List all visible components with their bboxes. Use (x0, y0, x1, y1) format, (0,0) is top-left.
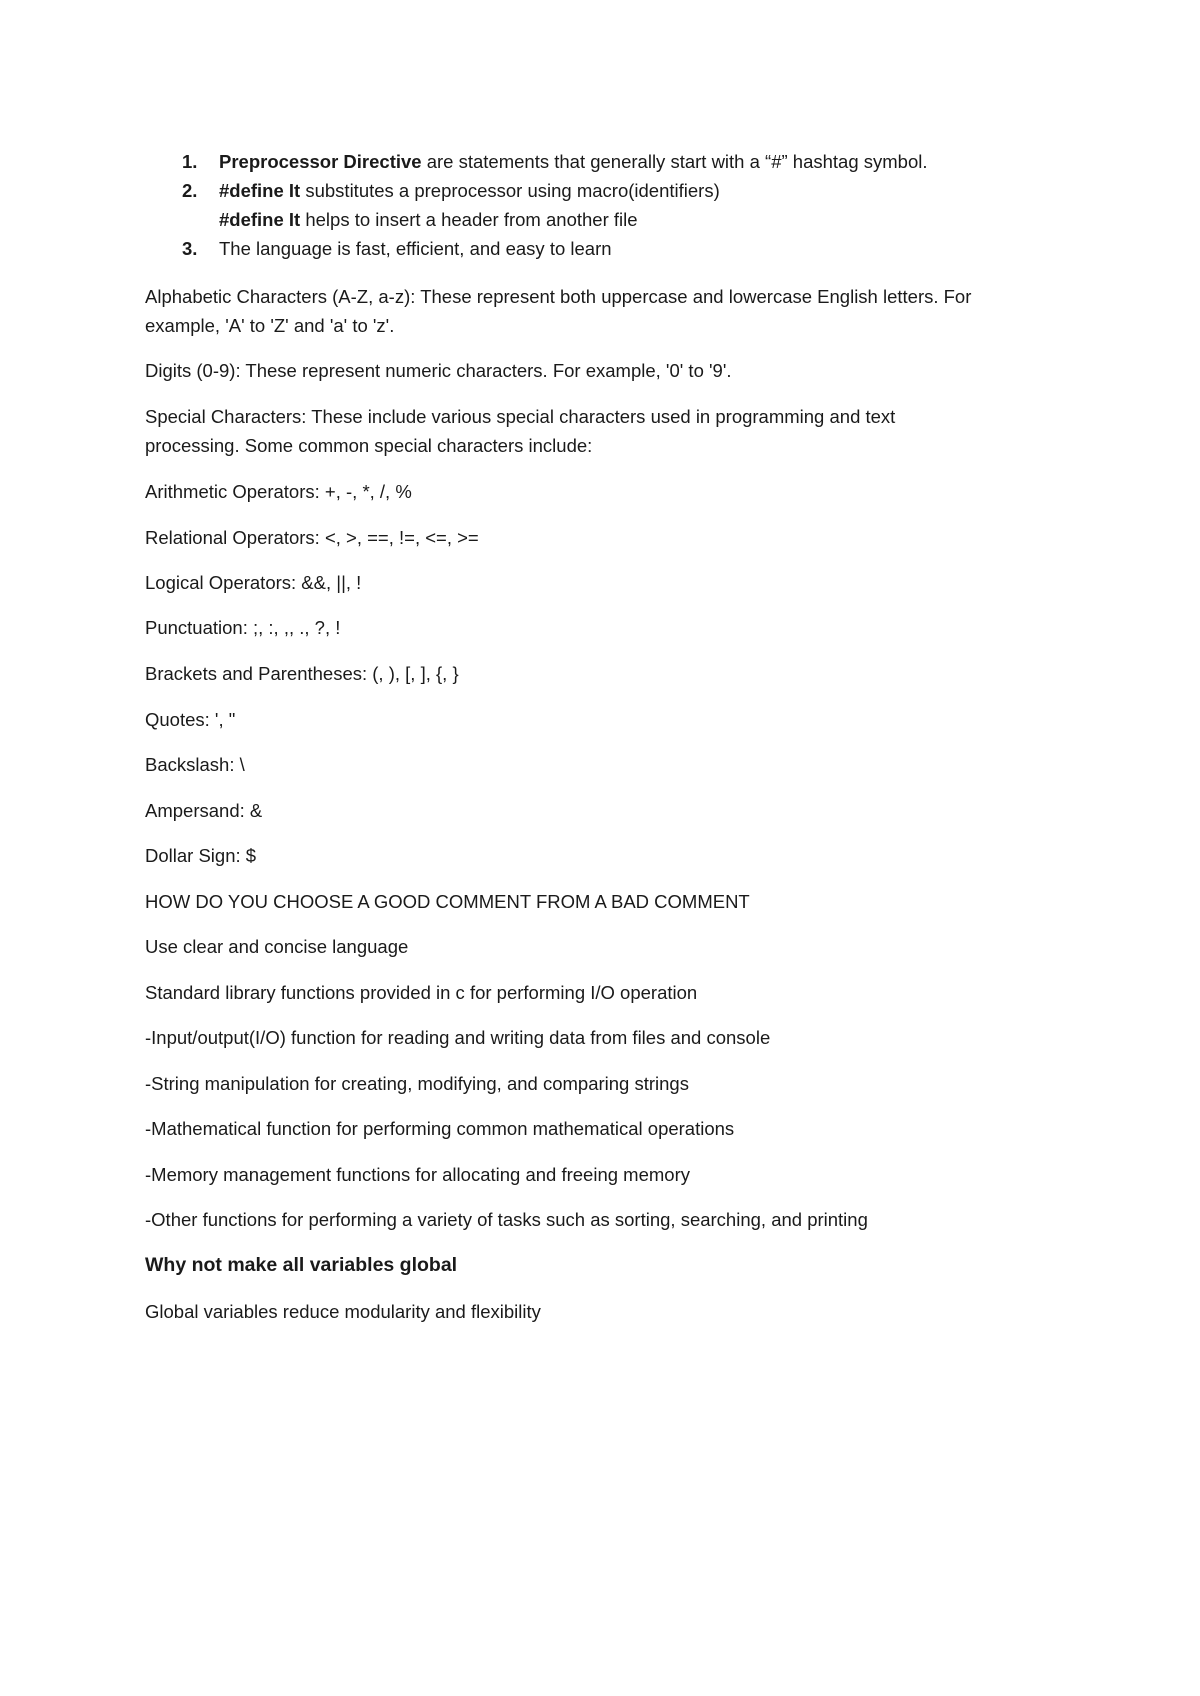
alphabetic-paragraph-line2: example, 'A' to 'Z' and 'a' to 'z'. (145, 315, 395, 336)
alphabetic-paragraph-line1: Alphabetic Characters (A-Z, a-z): These represent both uppercase and lowercase English letters. For (145, 286, 972, 307)
list-item-text: helps to insert a header from another file (300, 209, 638, 230)
io-function: -Input/output(I/O) function for reading and writing data from files and console (145, 1027, 771, 1048)
relational-operators: Relational Operators: <, >, ==, !=, <=, >= (145, 527, 479, 548)
list-item-bold: Preprocessor Directive (219, 151, 422, 172)
ampersand: Ampersand: & (145, 800, 263, 821)
comment-tip: Use clear and concise language (145, 936, 409, 957)
list-number: 3. (182, 238, 198, 259)
numbered-list (182, 147, 928, 263)
math-function: -Mathematical function for performing common mathematical operations (145, 1118, 735, 1139)
list-item-text: are statements that generally start with a “#” hashtag symbol. (421, 151, 928, 172)
list-item-text: The language is fast, efficient, and easy to learn (219, 238, 612, 259)
comment-heading: HOW DO YOU CHOOSE A GOOD COMMENT FROM A BAD COMMENT (145, 891, 750, 912)
list-item-text: substitutes a preprocessor using macro(identifiers) (300, 180, 720, 201)
special-paragraph-line1: Special Characters: These include various special characters used in programming and text (145, 406, 896, 427)
list-number: 1. (182, 151, 198, 172)
global-heading: Why not make all variables global (145, 1254, 458, 1276)
list-item (182, 234, 928, 263)
dollar-sign: Dollar Sign: $ (145, 845, 257, 866)
list-item-bold: #define It (219, 180, 301, 201)
logical-operators: Logical Operators: &&, ||, ! (145, 572, 362, 593)
stdlib-intro: Standard library functions provided in c for performing I/O operation (145, 982, 698, 1003)
backslash: Backslash: \ (145, 754, 245, 775)
list-item (182, 176, 928, 205)
special-paragraph-line2: processing. Some common special characters include: (145, 435, 593, 456)
memory-function: -Memory management functions for allocating and freeing memory (145, 1164, 690, 1185)
list-item (182, 147, 928, 176)
list-number: 2. (182, 180, 198, 201)
list-item-bold: #define It (219, 209, 301, 230)
arithmetic-operators: Arithmetic Operators: +, -, *, /, % (145, 481, 412, 502)
string-function: -String manipulation for creating, modifying, and comparing strings (145, 1073, 689, 1094)
punctuation: Punctuation: ;, :, ,, ., ?, ! (145, 617, 341, 638)
list-item (182, 205, 928, 234)
brackets-parentheses: Brackets and Parentheses: (, ), [, ], {, } (145, 663, 459, 684)
quotes: Quotes: ', " (145, 709, 236, 730)
digits-paragraph: Digits (0-9): These represent numeric characters. For example, '0' to '9'. (145, 360, 732, 381)
global-answer: Global variables reduce modularity and flexibility (145, 1301, 541, 1322)
other-function: -Other functions for performing a variety of tasks such as sorting, searching, and printing (145, 1209, 868, 1230)
